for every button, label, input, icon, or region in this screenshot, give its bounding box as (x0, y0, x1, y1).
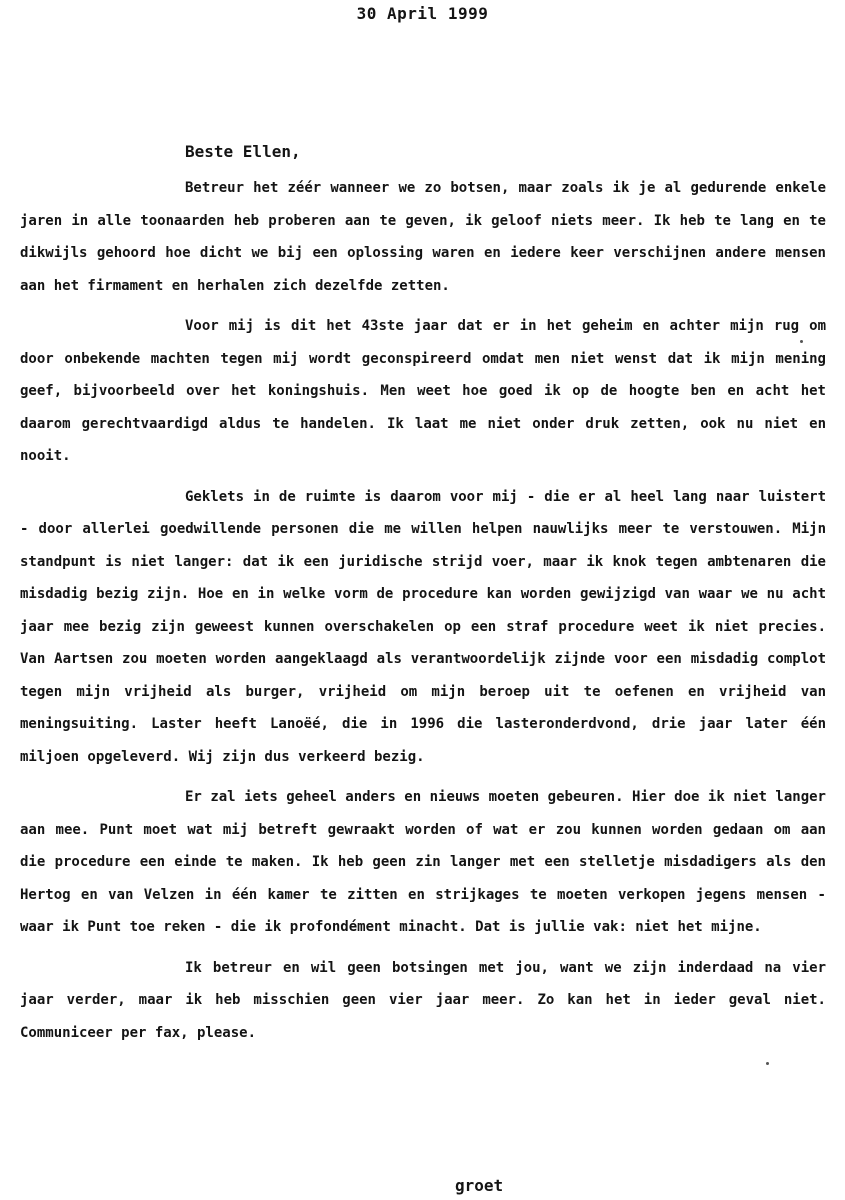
letter-date: 30 April 1999 (356, 4, 489, 23)
scan-speck (766, 1062, 769, 1065)
paragraph-1: Betreur het zéér wanneer we zo botsen, maar zoals ik je al gedurende enkele jaren in alle toonaarden heb proberen aan te geven, ik geloof niets meer. Ik heb te lang en te dikwijls gehoord hoe dicht we bij een oplossing waren en iedere keer verschijnen andere mensen aan het firmament en herhalen zich dezelfde zetten. (20, 180, 826, 294)
scan-speck (800, 340, 803, 343)
letter-body (20, 172, 826, 1057)
salutation: Beste Ellen, (185, 142, 301, 161)
paragraph-2: Voor mij is dit het 43ste jaar dat er in het geheim en achter mijn rug om door onbekende machten tegen mij wordt geconspireerd omdat men niet wenst dat ik mijn mening geef, bijvoorbeeld over het koningshuis. Men weet hoe goed ik op de hoogte ben en acht het daarom gerechtvaardigd aldus te handelen. Ik laat me niet onder druk zetten, ook nu niet en nooit. (20, 318, 826, 464)
paragraph-3: Geklets in de ruimte is daarom voor mij - die er al heel lang naar luistert - door allerlei goedwillende personen die me willen helpen nauwlijks meer te verstouwen. Mijn standpunt is niet langer: dat ik een juridische strijd voer, maar ik knok tegen ambtenaren die misdadig bezig zijn. Hoe en in welke vorm de procedure kan worden gewijzigd van waar we nu acht jaar mee bezig zijn geweest kunnen overschakelen op een straf procedure weet ik niet precies. Van Aartsen zou moeten worden aangeklaagd als verantwoordelijk zijnde voor een misdadig complot tegen mijn vrijheid als burger, vrijheid om mijn beroep uit te oefenen en vrijheid van meningsuiting. Laster heeft Lanoëé, die in 1996 die lasteronderdvond, drie jaar later één miljoen opgeleverd. Wij zijn dus verkeerd bezig. (20, 488, 826, 765)
paragraph-5: Ik betreur en wil geen botsingen met jou, want we zijn inderdaad na vier jaar verder, maar ik heb misschien geen vier jaar meer. Zo kan het in ieder geval niet. Communiceer per fax, please. (20, 959, 826, 1041)
closing: groet (455, 1176, 504, 1195)
paragraph-4: Er zal iets geheel anders en nieuws moeten gebeuren. Hier doe ik niet langer aan mee. Punt moet wat mij betreft gewraakt worden of wat er zou kunnen worden gedaan om aan die procedure een einde te maken. Ik heb geen zin langer met een stelletje misdadigers als den Hertog en van Velzen in één kamer te zitten en strijkages te moeten verkopen jegens mensen - waar ik Punt toe reken - die ik profondément minacht. Dat is jullie vak: niet het mijne. (20, 789, 826, 935)
